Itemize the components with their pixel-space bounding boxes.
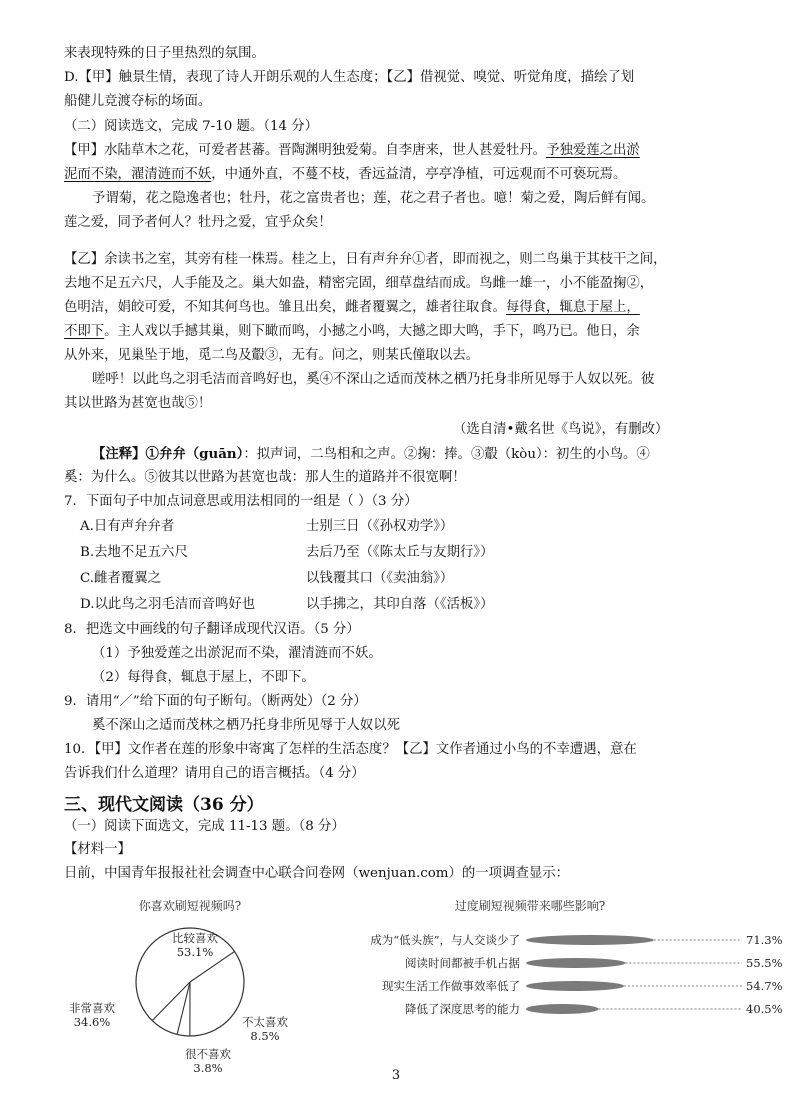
passage-yi-line: 嗟呼！以此鸟之羽毛洁而音鸣好也，奚④不深山之适而茂林之栖乃托身非所见辱于人奴以死。彼 — [92, 372, 655, 387]
text-line: 来表现特殊的日子里热烈的氛围。 — [64, 46, 265, 61]
question-10: 告诉我们什么道理？请用自己的语言概括。（4 分） — [64, 766, 365, 781]
underlined-sentence: 每得食，辄息于屋上， — [505, 300, 640, 315]
page-number: 3 — [391, 1068, 401, 1083]
question-8: 8．把选文中画线的句子翻译成现代汉语。（5 分） — [64, 622, 360, 637]
question-10: 10．【甲】文作者在莲的形象中寄寓了怎样的生活态度？【乙】文作者通过小鸟的不幸遭遇，意在 — [64, 742, 637, 757]
chart-title: 过度刷短视频带来哪些影响? — [454, 899, 606, 913]
question-7: 7．下面句子中加点词意思或用法相同的一组是（ ）（3 分） — [64, 494, 418, 509]
q7-option-b: B.去地不足五六尺 — [80, 545, 188, 560]
bar — [526, 958, 625, 968]
option-d: D.【甲】触景生情，表现了诗人开朗乐观的人生态度；【乙】借视觉、嗅觉、听觉角度，描绘了划 — [64, 70, 635, 85]
question-9: 9．请用“／”给下面的句子断句。（断两处）（2 分） — [64, 694, 367, 709]
passage-yi-line: 其以世路为甚宽也哉⑤！ — [64, 396, 212, 411]
bar — [526, 1004, 599, 1014]
bar-category-label: 阅读时间都被手机占据 — [405, 956, 520, 970]
q7-option-b-ref: 去后乃至（《陈太丘与友期行》） — [306, 545, 494, 560]
bar-value-label: 40.5% — [746, 1002, 783, 1016]
passage-yi-line: 不即下。主人戏以手撼其巢，则下瞰而鸣，小撼之小鸣，大撼之即大鸣，手下，鸣乃已。他日，余 — [64, 324, 640, 339]
pie-slice-label: 比较喜欢 — [172, 931, 218, 945]
bar — [526, 935, 654, 945]
passage-yi-line: 从外来，见巢坠于地，觅二鸟及鷇③，无有。问之，则某氏僮取以去。 — [64, 348, 480, 363]
q7-option-d-ref: 以手拂之，其印自落（《活板》） — [306, 597, 494, 612]
bar-category-label: 成为“低头族”，与人交谈少了 — [370, 933, 520, 947]
q7-option-d: D.以此鸟之羽毛洁而音鸣好也 — [80, 597, 256, 612]
q7-option-c-ref: 以钱覆其口（《卖油翁》） — [306, 571, 454, 586]
q7-option-c: C.雌者覆翼之 — [80, 571, 161, 586]
bar-value-label: 54.7% — [746, 979, 783, 993]
section-heading: 三、现代文阅读（36 分） — [64, 795, 264, 815]
q7-option-a: A.日有声弁弁者 — [80, 519, 175, 534]
bar-chart — [330, 890, 783, 1050]
bar-category-label: 降低了深度思考的能力 — [405, 1002, 520, 1016]
subsection-heading: （一）阅读下面选文，完成 11-13 题。（8 分） — [64, 819, 345, 834]
text-line: 日前，中国青年报报社社会调查中心联合问卷网（wenjuan.com）的一项调查显示： — [64, 866, 570, 881]
passage-yi-line: 去地不足五六尺，人手能及之。巢大如盎，精密完固，细草盘结而成。鸟雌一雄一，小不能盈掬②， — [64, 276, 654, 291]
pie-slice-label: 非常喜欢 — [69, 1001, 115, 1015]
bar — [526, 981, 624, 991]
underlined-sentence: 泥而不染，濯清涟而不妖 — [64, 167, 212, 182]
subsection-heading: （二）阅读选文，完成 7-10 题。（14 分） — [64, 119, 319, 134]
pie-slice-value: 53.1% — [176, 945, 214, 959]
passage-yi-line: 【乙】余读书之室，其旁有桂一株焉。桂之上，日有声弁弁①者，即而视之，则二鸟巢于其枝干之间， — [64, 252, 667, 267]
chart-title: 你喜欢刷短视频吗? — [138, 899, 242, 913]
q7-option-a-ref: 士别三日（《孙权劝学》） — [306, 519, 454, 534]
passage-jia-line: 【甲】水陆草木之花，可爱者甚蕃。晋陶渊明独爱菊。自李唐来，世人甚爱牡丹。予独爱莲之出淤 — [64, 143, 640, 158]
text-line: 船健儿竞渡夺标的场面。 — [64, 94, 212, 109]
pie-slice-value: 8.5% — [250, 1029, 280, 1043]
bar-value-label: 71.3% — [746, 933, 783, 947]
source-citation: （选自清•戴名世《鸟说》，有删改） — [453, 422, 669, 437]
pie-slice-label: 不太喜欢 — [242, 1015, 288, 1029]
pie-slice-value: 3.8% — [193, 1061, 223, 1075]
material-label: 【材料一】 — [64, 842, 131, 857]
passage-jia-line: 泥而不染，濯清涟而不妖，中通外直，不蔓不枝，香远益清，亭亭净植，可远观而不可亵玩焉。 — [64, 167, 627, 182]
question-8-item-1: （1）予独爱莲之出淤泥而不染，濯清涟而不妖。 — [92, 646, 382, 661]
bar-category-label: 现实生活工作做事效率低了 — [382, 979, 520, 993]
pie-chart — [60, 890, 320, 1075]
passage-jia-line: 莲之爱，同予者何人？牡丹之爱，宜乎众矣！ — [64, 215, 332, 230]
pie-slice-value: 34.6% — [73, 1015, 111, 1029]
passage-yi-line: 色明洁，娟皎可爱，不知其何鸟也。雏且出矣，雌者覆翼之，雄者往取食。每得食，辄息于屋上， — [64, 300, 640, 315]
notes-line: 【注释】①弁弁（guān）：拟声词，二鸟相和之声。②掬：捧。③鷇（kòu）：初生的小鸟。④ — [92, 446, 650, 462]
pie-slice-label: 很不喜欢 — [185, 1047, 231, 1061]
underlined-sentence: 不即下 — [64, 324, 105, 339]
underlined-sentence: 予独爱莲之出淤 — [546, 143, 640, 158]
passage-jia-line: 予谓菊，花之隐逸者也；牡丹，花之富贵者也；莲，花之君子者也。噫！菊之爱，陶后鲜有闻。 — [92, 191, 655, 206]
question-9-sentence: 奚不深山之适而茂林之栖乃托身非所见辱于人奴以死 — [92, 718, 400, 733]
bar-value-label: 55.5% — [746, 956, 783, 970]
question-8-item-2: （2）每得食，辄息于屋上，不即下。 — [92, 670, 315, 685]
notes-line: 奚：为什么。⑤彼其以世路为甚宽也哉：那人生的道路并不很宽啊！ — [64, 470, 466, 485]
